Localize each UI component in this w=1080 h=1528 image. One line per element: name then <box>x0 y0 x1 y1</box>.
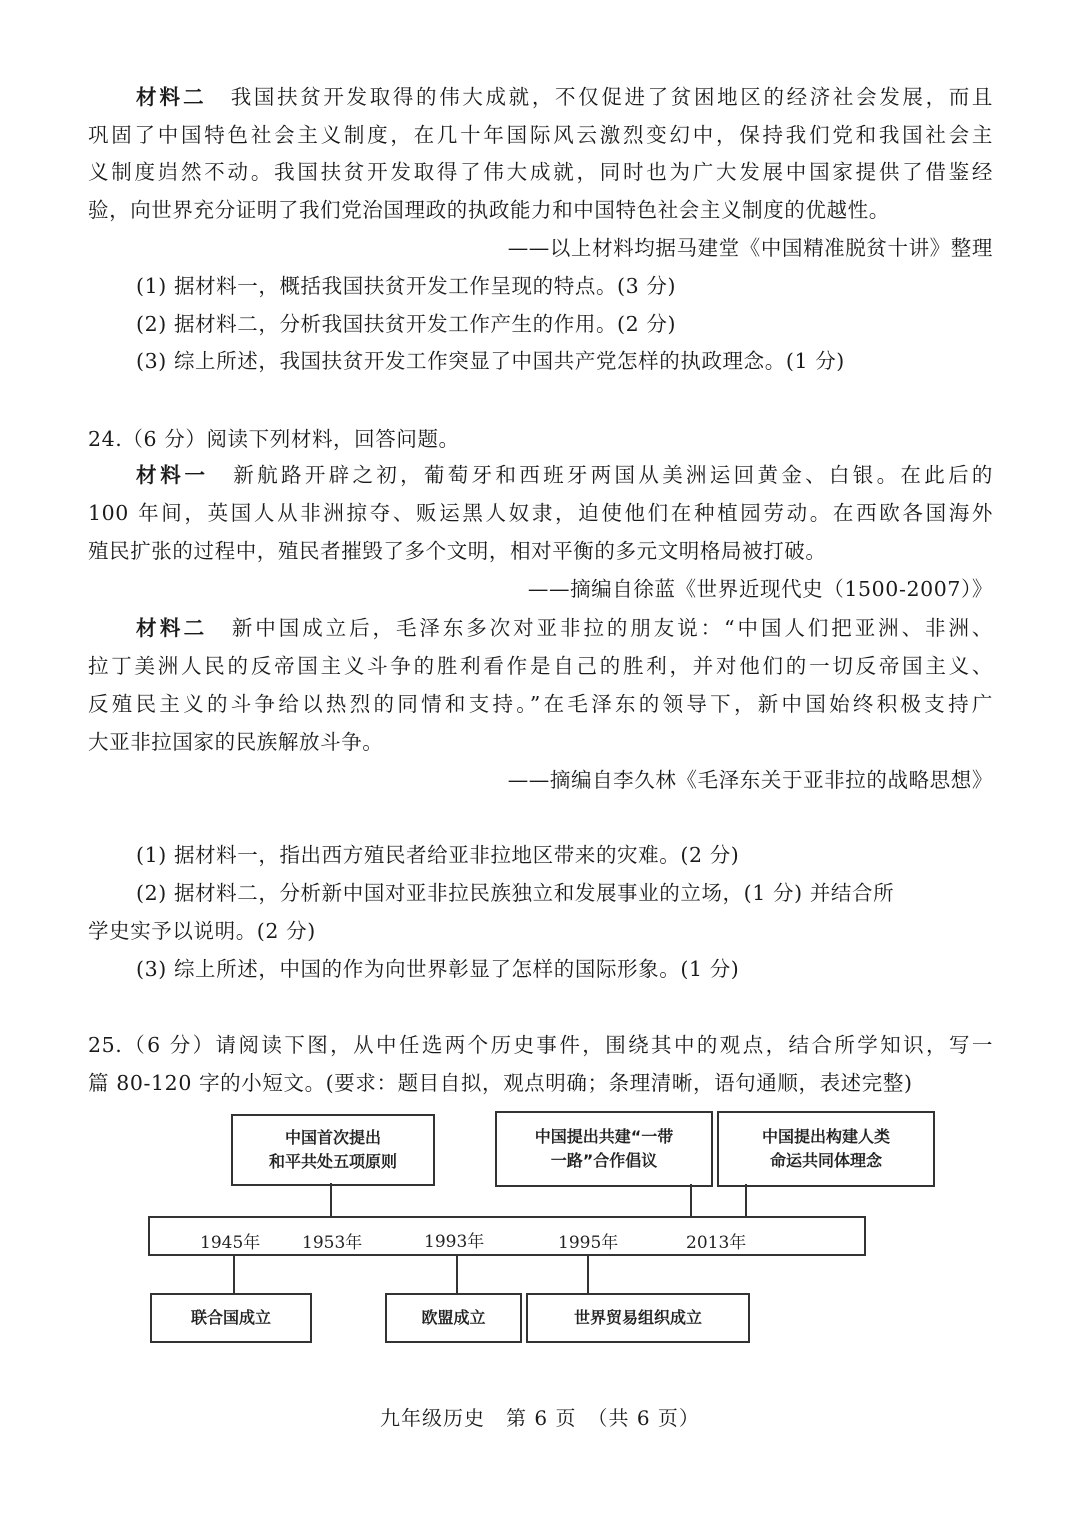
connector-line <box>690 1184 692 1217</box>
q24-material1-source: ——摘编自徐蓝《世界近现代史（1500-2007）》 <box>527 577 993 601</box>
connector-line <box>745 1184 747 1217</box>
material-label: 材料一 <box>136 463 209 487</box>
q23-material2-line2: 巩固了中国特色社会主义制度，在几十年国际风云激烈变幻中，保持我们党和我国社会主 <box>88 123 993 147</box>
q24-material1-line2: 100 年间，英国人从非洲掠夺、贩运黑人奴隶，迫使他们在种植园劳动。在西欧各国海外 <box>88 501 993 525</box>
q24-material2-line1: 材料二 新中国成立后，毛泽东多次对亚非拉的朋友说：“中国人们把亚洲、非洲、 <box>136 616 994 640</box>
year-label: 1995年 <box>558 1233 619 1253</box>
connector-line <box>330 1183 332 1217</box>
event-box-un-founded: 联合国成立 <box>150 1293 312 1343</box>
q24-material2-line3: 反殖民主义的斗争给以热烈的同情和支持。”在毛泽东的领导下，新中国始终积极支持广 <box>88 692 993 716</box>
q24-material1-line1: 材料一 新航路开辟之初，葡萄牙和西班牙两国从美洲运回黄金、白银。在此后的 <box>136 463 993 487</box>
material-label: 材料二 <box>136 616 208 640</box>
q24-material2-line4: 大亚非拉国家的民族解放斗争。 <box>88 730 384 754</box>
q24-question-2-cont: 学史实予以说明。(2 分) <box>88 919 316 943</box>
connector-line <box>456 1256 458 1294</box>
event-box-community-shared-future: 中国提出构建人类 命运共同体理念 <box>717 1111 935 1187</box>
year-label: 1945年 <box>200 1233 261 1253</box>
event-box-wto-founded: 世界贸易组织成立 <box>526 1293 750 1343</box>
year-label: 1953年 <box>302 1233 363 1253</box>
q24-question-1: (1) 据材料一，指出西方殖民者给亚非拉地区带来的灾难。(2 分) <box>136 843 740 867</box>
year-label: 1993年 <box>424 1232 485 1252</box>
material-label: 材料二 <box>136 85 207 109</box>
q23-material2-line3: 义制度岿然不动。我国扶贫开发取得了伟大成就，同时也为广大发展中国家提供了借鉴经 <box>88 160 993 184</box>
year-label: 2013年 <box>686 1233 747 1253</box>
q23-material2-line4: 验，向世界充分证明了我们党治国理政的执政能力和中国特色社会主义制度的优越性。 <box>88 198 890 222</box>
q25-header-line2: 篇 80-120 字的小短文。(要求：题目自拟，观点明确；条理清晰，语句通顺，表述完整) <box>88 1071 913 1095</box>
q23-material-source: ——以上材料均据马建堂《中国精准脱贫十讲》整理 <box>507 236 993 260</box>
q24-header: 24.（6 分）阅读下列材料，回答问题。 <box>88 427 460 451</box>
q24-question-3: (3) 综上所述，中国的作为向世界彰显了怎样的国际形象。(1 分) <box>136 957 740 981</box>
q24-question-2: (2) 据材料二，分析新中国对亚非拉民族独立和发展事业的立场，(1 分) 并结合所 <box>136 881 895 905</box>
q24-material2-line2: 拉丁美洲人民的反帝国主义斗争的胜利看作是自己的胜利，并对他们的一切反帝国主义、 <box>88 654 993 678</box>
connector-line <box>233 1256 235 1294</box>
q24-material1-line3: 殖民扩张的过程中，殖民者摧毁了多个文明，相对平衡的多元文明格局被打破。 <box>88 539 827 563</box>
connector-line <box>587 1256 589 1294</box>
q25-header-line1: 25.（6 分）请阅读下图，从中任选两个历史事件，围绕其中的观点，结合所学知识，写一 <box>88 1033 993 1057</box>
q23-question-2: (2) 据材料二，分析我国扶贫开发工作产生的作用。(2 分) <box>136 312 677 336</box>
event-box-five-principles: 中国首次提出 和平共处五项原则 <box>231 1114 435 1186</box>
event-box-eu-founded: 欧盟成立 <box>385 1293 522 1343</box>
q24-material2-source: ——摘编自李久林《毛泽东关于亚非拉的战略思想》 <box>507 768 993 792</box>
page-footer: 九年级历史 第 6 页 （共 6 页） <box>380 1406 700 1430</box>
q23-question-3: (3) 综上所述，我国扶贫开发工作突显了中国共产党怎样的执政理念。(1 分) <box>136 349 845 373</box>
event-box-belt-and-road: 中国提出共建“一带 一路”合作倡议 <box>495 1111 713 1187</box>
q23-question-1: (1) 据材料一，概括我国扶贫开发工作呈现的特点。(3 分) <box>136 274 677 298</box>
q23-material2-line1: 材料二 我国扶贫开发取得的伟大成就，不仅促进了贫困地区的经济社会发展，而且 <box>136 85 993 109</box>
